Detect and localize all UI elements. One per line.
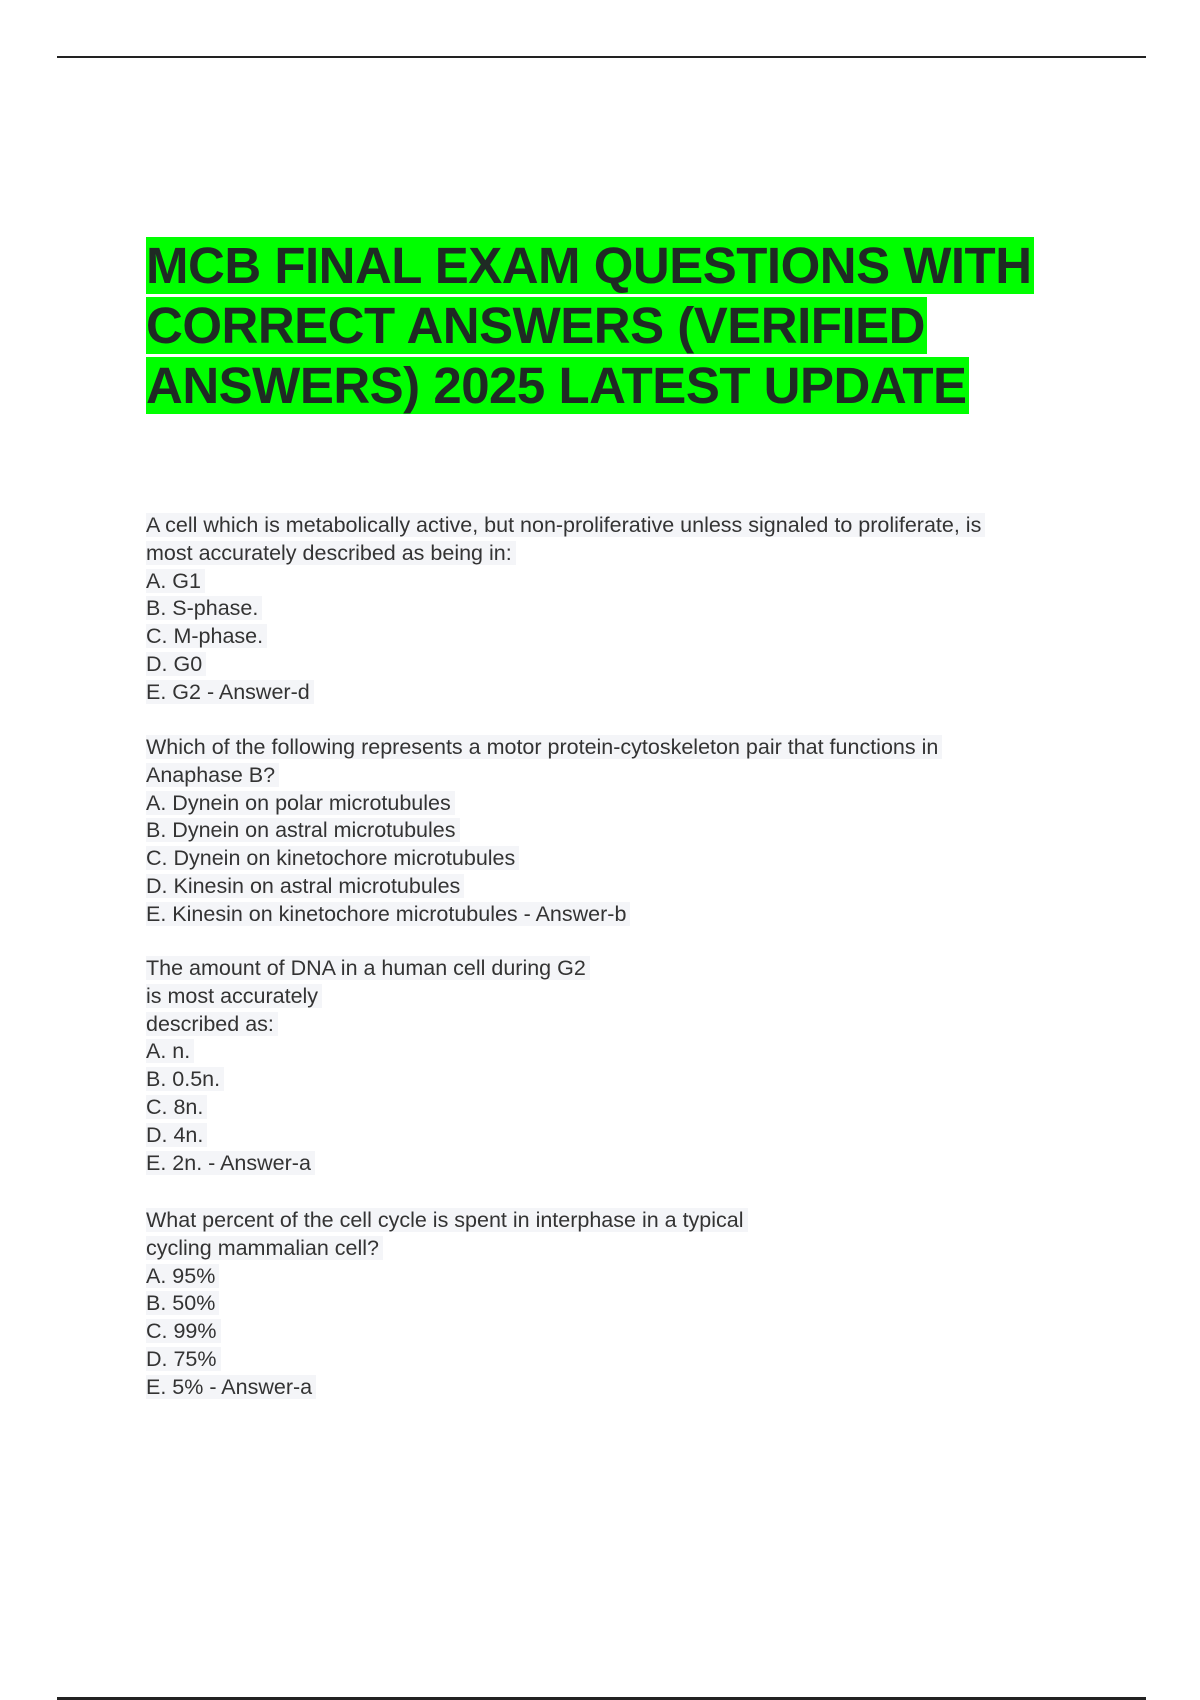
answer-option-with-key: E. G2 - Answer-d: [146, 679, 1096, 707]
answer-option: B. Dynein on astral microtubules: [146, 817, 1096, 845]
question-stem: What percent of the cell cycle is spent in interphase in a typical: [146, 1207, 1096, 1235]
answer-option-with-key: E. 5% - Answer-a: [146, 1374, 1096, 1402]
answer-option: A. n.: [146, 1038, 1096, 1066]
question-stem: most accurately described as being in:: [146, 540, 1096, 568]
answer-option: B. S-phase.: [146, 595, 1096, 623]
question-block: [146, 1207, 1096, 1402]
answer-option: A. G1: [146, 568, 1096, 596]
question-stem: A cell which is metabolically active, but non-proliferative unless signaled to proliferate, is: [146, 512, 1096, 540]
answer-option: D. 4n.: [146, 1122, 1096, 1150]
answer-option: A. 95%: [146, 1263, 1096, 1291]
answer-option: A. Dynein on polar microtubules: [146, 790, 1096, 818]
answer-option-with-key: E. Kinesin on kinetochore microtubules - Answer-b: [146, 901, 1096, 929]
title-line: ANSWERS) 2025 LATEST UPDATE: [146, 357, 967, 414]
question-block: [146, 955, 1096, 1177]
answer-option: D. G0: [146, 651, 1096, 679]
question-stem: cycling mammalian cell?: [146, 1235, 1096, 1263]
title-line: CORRECT ANSWERS (VERIFIED: [146, 297, 925, 354]
answer-option: B. 0.5n.: [146, 1066, 1096, 1094]
question-block: [146, 734, 1096, 929]
answer-option-with-key: E. 2n. - Answer-a: [146, 1150, 1096, 1178]
document-title: [146, 236, 1076, 416]
answer-option: C. Dynein on kinetochore microtubules: [146, 845, 1096, 873]
answer-option: B. 50%: [146, 1290, 1096, 1318]
answer-option: D. 75%: [146, 1346, 1096, 1374]
question-stem: Which of the following represents a motor protein-cytoskeleton pair that functions in: [146, 734, 1096, 762]
title-line: MCB FINAL EXAM QUESTIONS WITH: [146, 237, 1032, 294]
question-stem: is most accurately: [146, 983, 1096, 1011]
answer-option: D. Kinesin on astral microtubules: [146, 873, 1096, 901]
question-stem: The amount of DNA in a human cell during G2: [146, 955, 1096, 983]
header-rule: [57, 56, 1146, 58]
question-stem: Anaphase B?: [146, 762, 1096, 790]
answer-option: C. 99%: [146, 1318, 1096, 1346]
question-stem: described as:: [146, 1011, 1096, 1039]
question-block: [146, 512, 1096, 707]
answer-option: C. M-phase.: [146, 623, 1096, 651]
answer-option: C. 8n.: [146, 1094, 1096, 1122]
